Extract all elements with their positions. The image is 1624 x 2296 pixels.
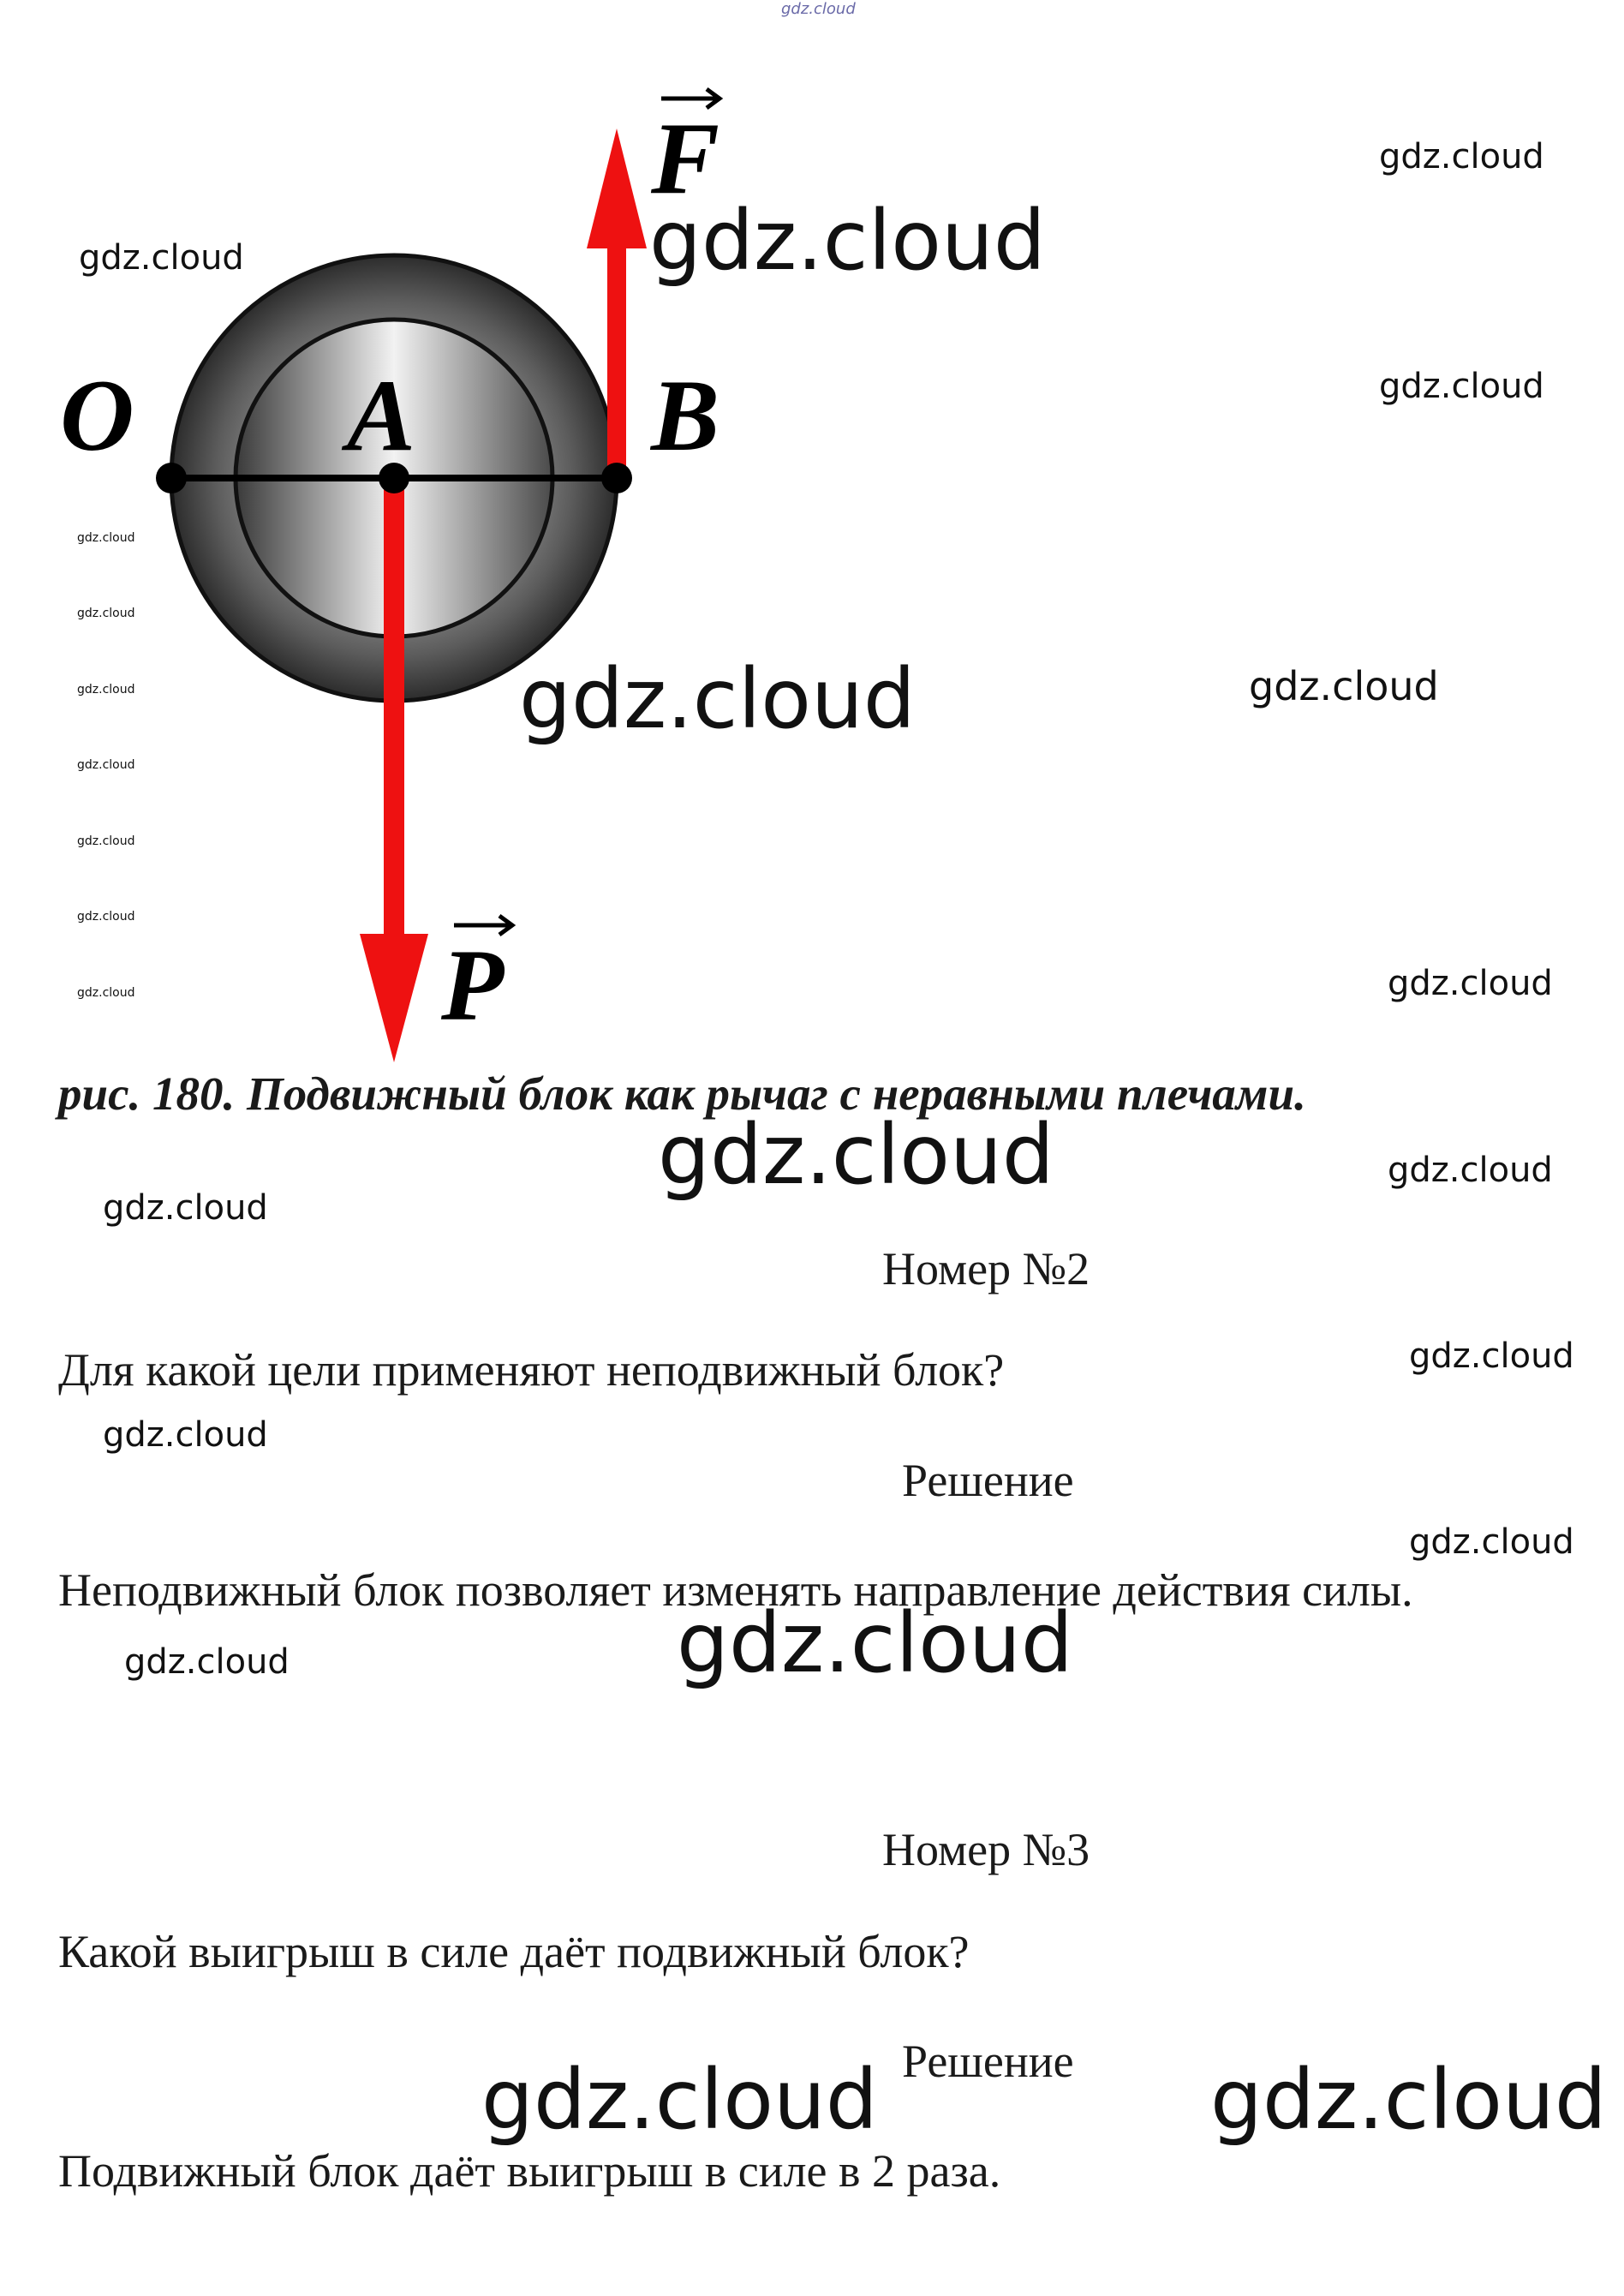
watermark: gdz.cloud xyxy=(1409,1336,1574,1376)
watermark: gdz.cloud xyxy=(103,1188,268,1228)
watermark: gdz.cloud xyxy=(77,531,135,545)
task-2-answer: Неподвижный блок позволяет изменять направление действия силы. xyxy=(58,1564,1413,1616)
force-f-arrow-head xyxy=(587,129,647,248)
watermark: gdz.cloud xyxy=(79,238,244,278)
watermark: gdz.cloud xyxy=(77,910,135,924)
point-b xyxy=(601,463,632,493)
label-b: B xyxy=(651,358,720,472)
watermark-top: gdz.cloud xyxy=(781,0,856,18)
label-a: A xyxy=(347,358,416,472)
task-3-answer: Подвижный блок даёт выигрыш в силе в 2 раза. xyxy=(58,2145,1001,2197)
watermark: gdz.cloud xyxy=(1388,964,1553,1003)
task-number-2: Номер №2 xyxy=(882,1243,1090,1294)
watermark: gdz.cloud xyxy=(519,651,916,747)
watermark: gdz.cloud xyxy=(77,834,135,848)
pulley-lever-figure xyxy=(51,77,754,1071)
task-number-3: Номер №3 xyxy=(882,1824,1090,1875)
figure-caption: рис. 180. Подвижный блок как рычаг с неравными плечами. xyxy=(58,1067,1306,1120)
watermark: gdz.cloud xyxy=(658,1107,1054,1203)
label-f: F xyxy=(651,101,720,215)
task-3-solution-label: Решение xyxy=(902,2036,1074,2087)
watermark: gdz.cloud xyxy=(677,1595,1073,1691)
watermark: gdz.cloud xyxy=(77,607,135,620)
watermark: gdz.cloud xyxy=(1249,663,1439,709)
task-3-question: Какой выигрыш в силе даёт подвижный блок? xyxy=(58,1926,970,1977)
task-2-question: Для какой цели применяют неподвижный блок? xyxy=(58,1344,1005,1396)
watermark: gdz.cloud xyxy=(124,1642,290,1682)
watermark: gdz.cloud xyxy=(1409,1522,1574,1562)
watermark: gdz.cloud xyxy=(1379,367,1544,406)
task-2-solution-label: Решение xyxy=(902,1455,1074,1506)
label-o: O xyxy=(60,358,134,472)
watermark: gdz.cloud xyxy=(1388,1151,1553,1190)
watermark: gdz.cloud xyxy=(103,1415,268,1455)
weight-p-arrow-head xyxy=(360,934,428,1062)
watermark: gdz.cloud xyxy=(77,986,135,1000)
label-p: P xyxy=(441,928,505,1042)
watermark: gdz.cloud xyxy=(1379,137,1544,176)
watermark: gdz.cloud xyxy=(77,683,135,697)
watermark: gdz.cloud xyxy=(649,193,1046,289)
point-o xyxy=(156,463,187,493)
watermark: gdz.cloud xyxy=(481,2052,878,2148)
watermark: gdz.cloud xyxy=(77,758,135,772)
watermark: gdz.cloud xyxy=(1210,2052,1607,2148)
